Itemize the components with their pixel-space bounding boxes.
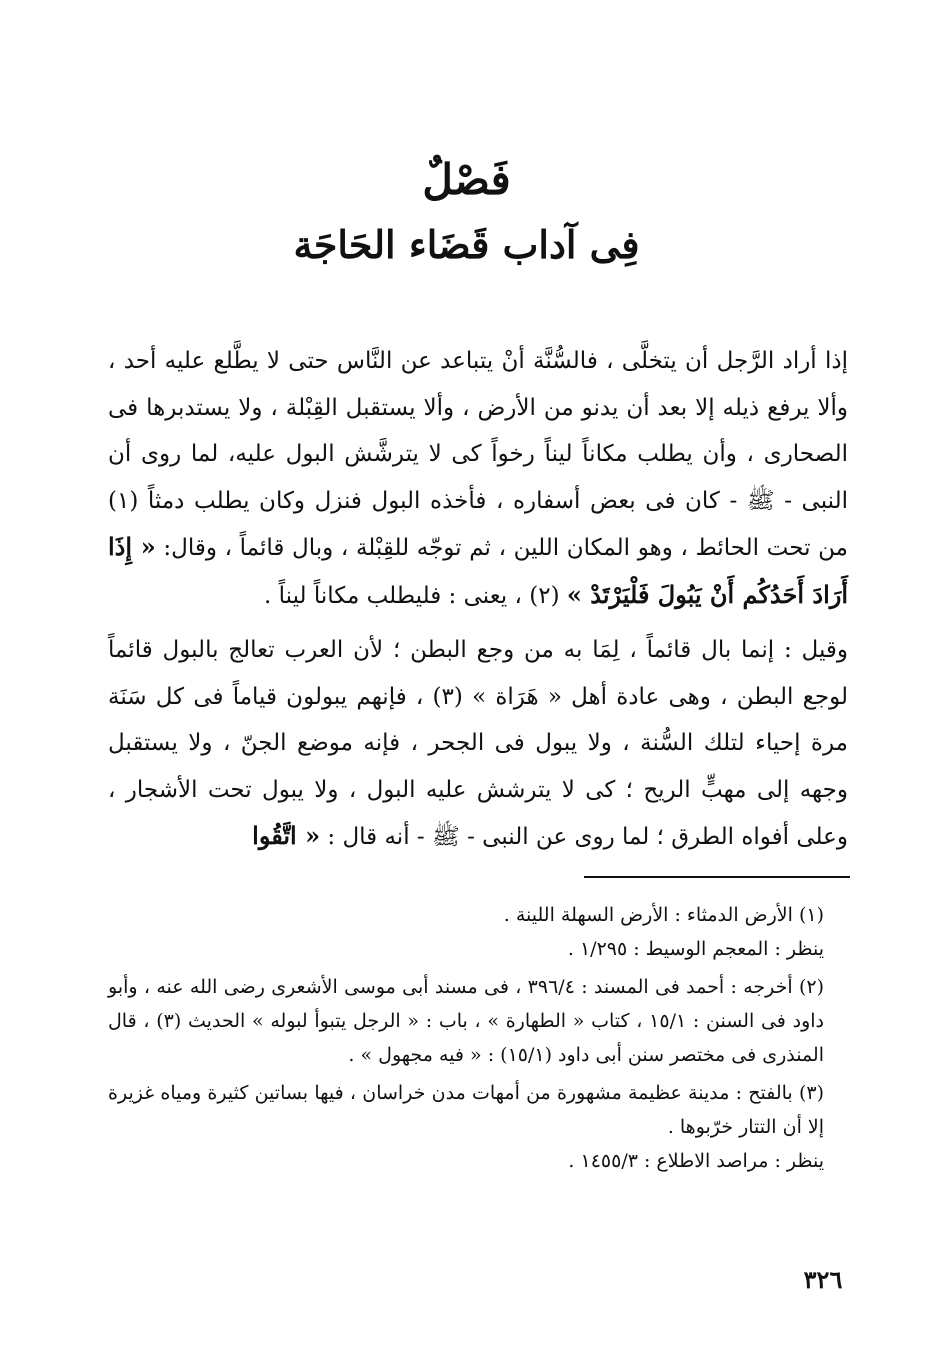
hadith-quote: « إِذَا أَرَادَ أَحَدُكُم أَنْ يَبُولَ فَلْيَرْتَدْ » (108, 532, 848, 609)
section-subtitle: فِى آداب قَضَاء الحَاجَة (293, 222, 640, 267)
paragraph-2-text: وقيل : إنما بال قائماً ، لِمَا به من وجع البطن ؛ لأن العرب تعالج بالبول قائماً لوجع البطن ، وهى عادة أهل « هَرَاة » (٣) ، فإنهم يبولون قياماً فى كل سَنَة مرة إحياء لتلك السُّنة ، ولا يبول فى الجحر ، فإنه موضع الجنّ ، ولا يستقبل وجهه إلى مهبٍّ الريح ؛ كى لا يترشش عليه البول ، ولا يبول تحت الأشجار ، وعلى أفواه الطرق ؛ لما روى عن النبى - ﷺ - أنه قال : (108, 637, 848, 850)
paragraph-1-end: (٢) ، يعنى : فليطلب مكاناً ليناً . (264, 582, 560, 609)
footnote-divider (584, 876, 850, 878)
hadith-quote-2: « اتَّقُوا (252, 821, 321, 850)
footnotes (108, 898, 848, 1178)
main-body (108, 338, 848, 861)
footnote-3: (٣) بالفتح : مدينة عظيمة مشهورة من أمهات مدن خراسان ، فيها بساتين كثيرة ومياه غزيرة إلا أن التتار خرّبوها . (108, 1082, 824, 1138)
footnote-2: (٢) أخرجه : أحمد فى المسند : ٣٩٦/٤ ، فى مسند أبى موسى الأشعرى رضى الله عنه ، وأبو داود فى السنن : ١٥/١ ، كتاب « الطهارة » ، باب : « الرجل يتبوأ لبوله » الحديث (٣) ، قال المنذرى فى مختصر سنن أبى داود (١٥/١) : « فيه مجهول » . (108, 976, 824, 1066)
page-number: ٣٢٦ (803, 1265, 843, 1294)
footnote-1: (١) الأرض الدمثاء : الأرض السهلة اللينة . (503, 904, 824, 926)
paragraph-1-text: إذا أراد الرَّجل أن يتخلَّى ، فالسُّنَّة أنْ يتباعد عن النَّاس حتى لا يطَّلع عليه أحد ، وألا يرفع ذيله إلا بعد أن يدنو من الأرض ، وألا يستقبل القِبْلة ، ولا يستدبرها فى الصحارى ، وأن يطلب مكاناً ليناً رخواً كى لا يترشَّش البول عليه، لما روى أن النبى - ﷺ - كان فى بعض أسفاره ، فأخذه البول فنزل وكان يطلب دمثاً (١) من تحت الحائط ، وهو المكان اللين ، ثم توجّه للقِبْلة ، وبال قائماً ، وقال: (108, 348, 848, 561)
paragraph-2 (108, 627, 848, 861)
paragraph-1 (108, 338, 848, 619)
footnote-1-reference: ينظر : المعجم الوسيط : ١/٢٩٥ . (567, 938, 824, 960)
footnote-3-reference: ينظر : مراصد الاطلاع : ١٤٥٥/٣ . (568, 1150, 824, 1172)
section-title: فَصْلٌ (422, 155, 511, 204)
